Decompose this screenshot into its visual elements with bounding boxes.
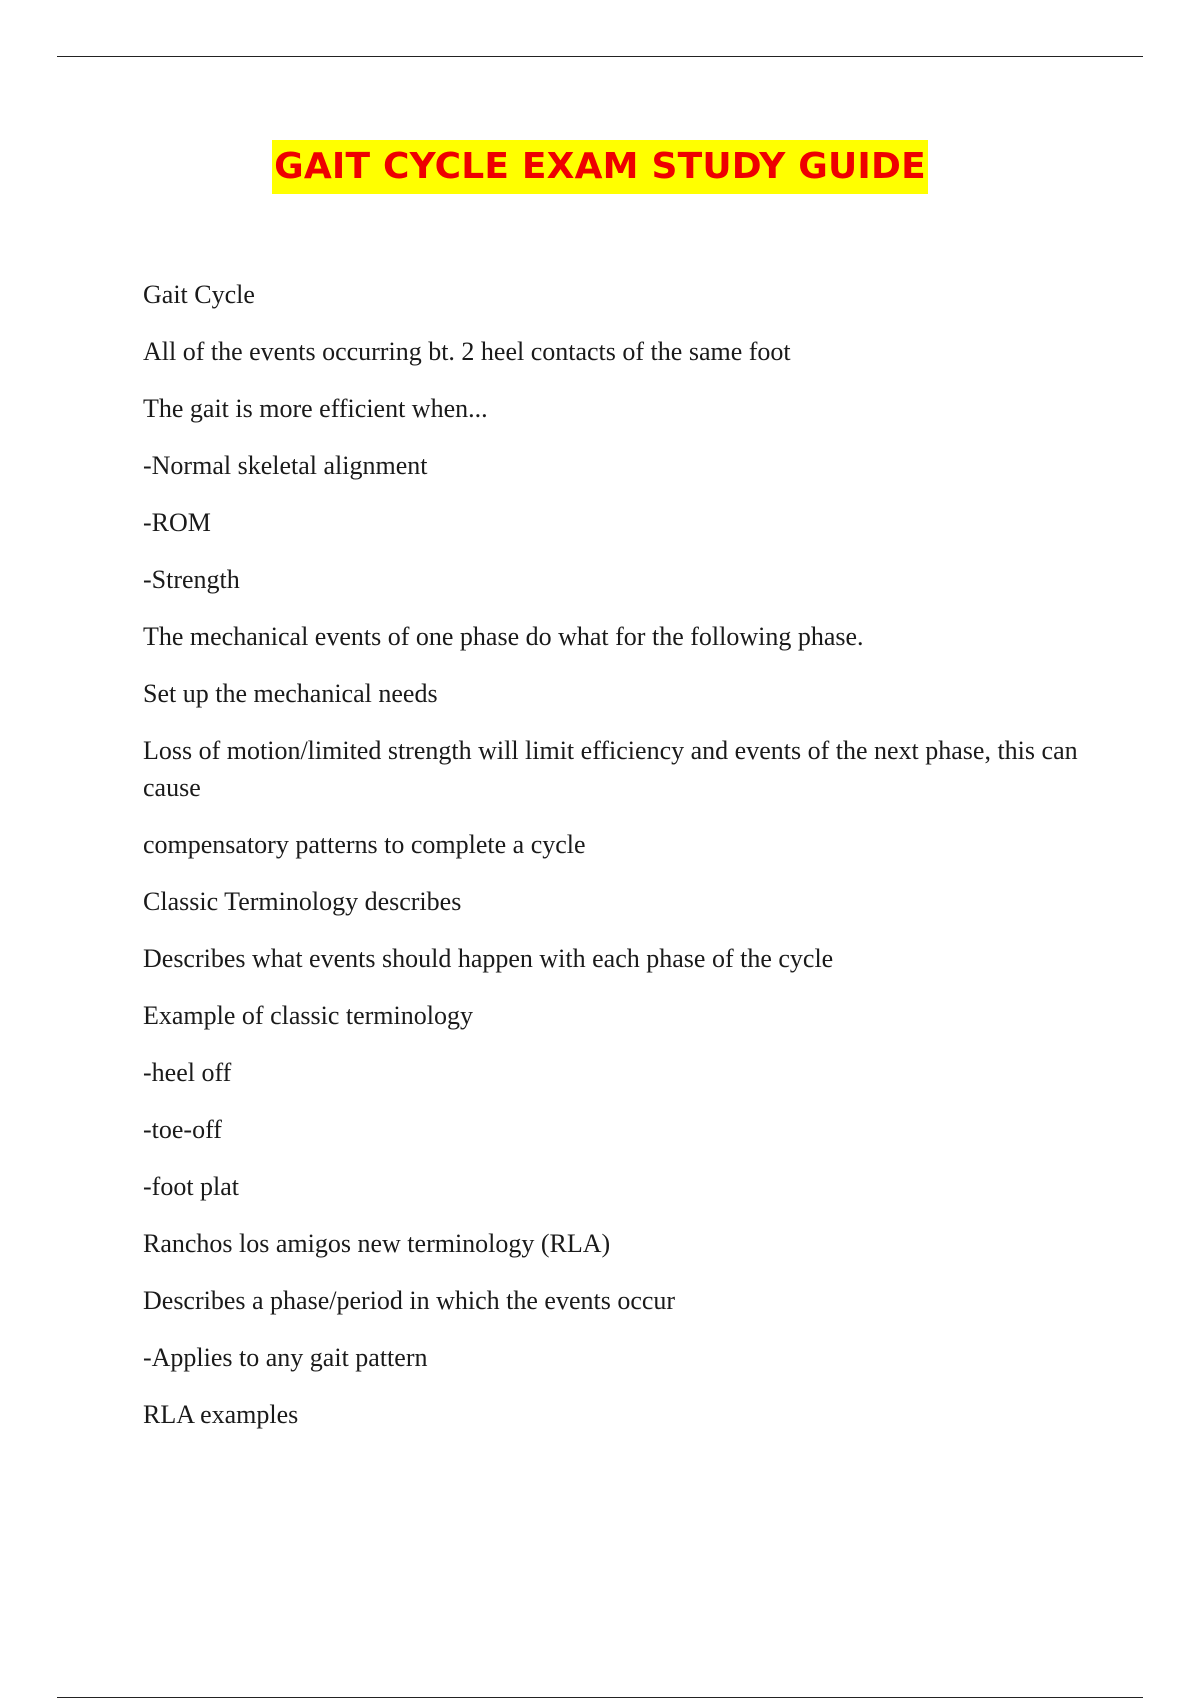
body-line: Loss of motion/limited strength will limit efficiency and events of the next phase, this can cause [143, 736, 1078, 802]
body-line: -foot plat [143, 1172, 240, 1201]
body-line: Gait Cycle [143, 280, 255, 309]
body-line: -heel off [143, 1058, 232, 1087]
body-line: -Strength [143, 565, 240, 594]
body-line: -ROM [143, 508, 211, 537]
body-line: All of the events occurring bt. 2 heel contacts of the same foot [143, 337, 791, 366]
body-line: The gait is more efficient when... [143, 394, 488, 423]
body-line: Describes what events should happen with each phase of the cycle [143, 944, 834, 973]
header-rule [57, 56, 1143, 57]
body-line: Set up the mechanical needs [143, 679, 438, 708]
body-line: -Normal skeletal alignment [143, 451, 428, 480]
title-container [0, 140, 1200, 194]
document-title: GAIT CYCLE EXAM STUDY GUIDE [272, 140, 928, 194]
body-line: RLA examples [143, 1400, 299, 1429]
footer-rule [57, 1697, 1143, 1698]
body-line: Describes a phase/period in which the events occur [143, 1286, 676, 1315]
body-line: Ranchos los amigos new terminology (RLA) [143, 1229, 611, 1258]
body-line: -toe-off [143, 1115, 222, 1144]
body-line: compensatory patterns to complete a cycle [143, 830, 586, 859]
body-line: -Applies to any gait pattern [143, 1343, 428, 1372]
document-body [143, 276, 1083, 1453]
body-line: Example of classic terminology [143, 1001, 473, 1030]
body-line: Classic Terminology describes [143, 887, 462, 916]
body-line: The mechanical events of one phase do what for the following phase. [143, 622, 864, 651]
